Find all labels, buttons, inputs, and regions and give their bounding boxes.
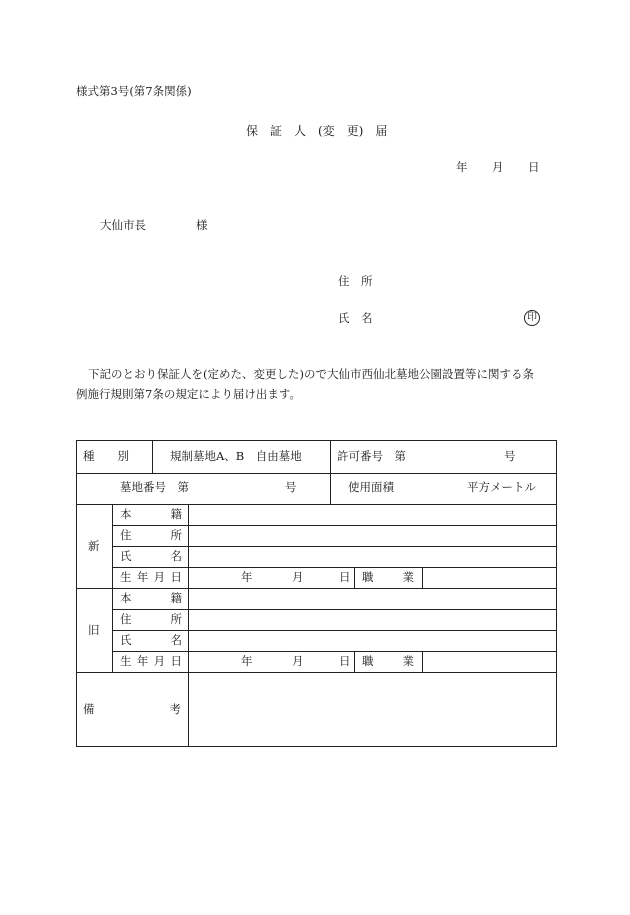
table-line (76, 672, 557, 673)
old-domicile-label: 本 籍 (120, 591, 182, 605)
new-birthdate-label: 生 年 月 日 (120, 570, 182, 584)
date-year-unit: 年 (456, 160, 468, 174)
old-birth-year-unit: 年 (241, 654, 253, 668)
table-line (112, 609, 557, 610)
remarks-label: 備 考 (83, 702, 181, 716)
applicant-name-label: 氏 名 (338, 311, 373, 325)
plot-number-suffix: 号 (285, 480, 297, 494)
statement-line-1: 下記のとおり保証人を(定めた、変更した)ので大仙市西仙北墓地公園設置等に関する条 (88, 367, 534, 381)
table-line (422, 651, 423, 672)
table-line (112, 504, 113, 672)
permit-number-suffix: 号 (504, 449, 516, 463)
table-line (112, 630, 557, 631)
permit-number-label: 許可番号 第 (337, 449, 406, 463)
table-border-right (556, 440, 557, 747)
table-line (188, 504, 189, 747)
form-table (76, 440, 557, 747)
plot-number-label: 墓地番号 第 (120, 480, 189, 494)
table-line (76, 504, 557, 505)
old-guarantor-label: 旧 (88, 623, 100, 637)
table-border-top (76, 440, 557, 441)
table-line (76, 588, 557, 589)
old-name-label: 氏 名 (120, 633, 182, 647)
new-birth-month-unit: 月 (292, 570, 304, 584)
table-line (112, 525, 557, 526)
new-occupation-label: 職 業 (362, 570, 414, 584)
addressee-honorific: 様 (196, 218, 208, 232)
new-name-label: 氏 名 (120, 549, 182, 563)
type-options: 規制墓地A、B 自由墓地 (170, 449, 302, 463)
table-line (422, 567, 423, 588)
document-title: 保 証 人 (変 更) 届 (246, 124, 388, 138)
table-line (76, 473, 557, 474)
table-border-bottom (76, 746, 557, 747)
statement-line-2: 例施行規則第7条の規定により届け出ます。 (76, 387, 301, 401)
type-label: 種 別 (83, 449, 129, 463)
old-birthdate-label: 生 年 月 日 (120, 654, 182, 668)
old-address-label: 住 所 (120, 612, 182, 626)
area-unit: 平方メートル (467, 480, 536, 494)
old-occupation-label: 職 業 (362, 654, 414, 668)
new-birth-day-unit: 日 (339, 570, 351, 584)
table-line (354, 567, 355, 588)
new-domicile-label: 本 籍 (120, 507, 182, 521)
date-day-unit: 日 (528, 160, 540, 174)
table-line (112, 567, 557, 568)
table-line (354, 651, 355, 672)
table-line (152, 440, 153, 473)
addressee-name: 大仙市長 (100, 218, 146, 232)
table-line (330, 440, 331, 504)
old-birth-day-unit: 日 (339, 654, 351, 668)
date-month-unit: 月 (492, 160, 504, 174)
form-number: 様式第3号(第7条関係) (76, 84, 192, 98)
old-birth-month-unit: 月 (292, 654, 304, 668)
new-address-label: 住 所 (120, 528, 182, 542)
new-birth-year-unit: 年 (241, 570, 253, 584)
table-line (112, 651, 557, 652)
seal-mark-icon: 印 (524, 310, 540, 326)
new-guarantor-label: 新 (88, 539, 100, 553)
applicant-address-label: 住 所 (338, 274, 373, 288)
table-border-left (76, 440, 77, 747)
table-line (112, 546, 557, 547)
area-label: 使用面積 (348, 480, 394, 494)
